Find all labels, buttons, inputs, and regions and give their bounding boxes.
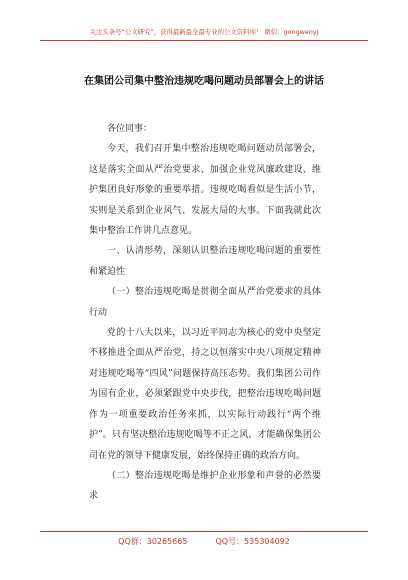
subsection-heading: （二）整治违规吃喝是维护企业形象和声誉的必然要求 [89, 470, 321, 502]
qq-group-number: QQ群：30265665 [118, 537, 188, 546]
subsection-heading: （一）整治违规吃喝是贯彻全面从严治党要求的具体行动 [89, 287, 321, 318]
section-heading: 一、认清形势，深刻认识整治违规吃喝问题的重要性和紧迫性 [89, 246, 321, 277]
footer-divider [40, 531, 368, 532]
document-title: 在集团公司集中整治违规吃喝问题动员部署会上的讲话 [84, 76, 324, 87]
opening-paragraph: 今天，我们召开集中整治违规吃喝问题动员部署会，这是落实全面从严治党要求、加强企业党风廉政建设、维护集团良好形象的重要举措。违规吃喝看似是生活小节，实则是关系到企业风气、发展大局的大事。下面我就此次集中整治工作讲几点意见。 [89, 144, 321, 237]
salutation: 各位同事： [107, 124, 153, 134]
header-divider [40, 40, 368, 41]
footer-contact [0, 536, 408, 547]
document-body [89, 119, 321, 507]
body-paragraph: 党的十八大以来，以习近平同志为核心的党中央坚定不移推进全面从严治党，持之以恒落实中央八项规定精神对违规吃喝等“四风”问题保持高压态势。我们集团公司作为国有企业，必须紧跟党中央步伐，把整治违规吃喝问题作为一项重要政治任务来抓，以实际行动践行“两个维护”。只有坚决整治违规吃喝等不正之风，才能确保集团公司在党的领导下健康发展，始终保持正确的政治方向。 [89, 328, 321, 461]
qq-account-number: QQ号：535304092 [215, 537, 290, 546]
header-notice: 关注头条号“公文研究”，获得最新最全最专业的公文资料库！ 微信：gongwenyj [89, 28, 319, 36]
